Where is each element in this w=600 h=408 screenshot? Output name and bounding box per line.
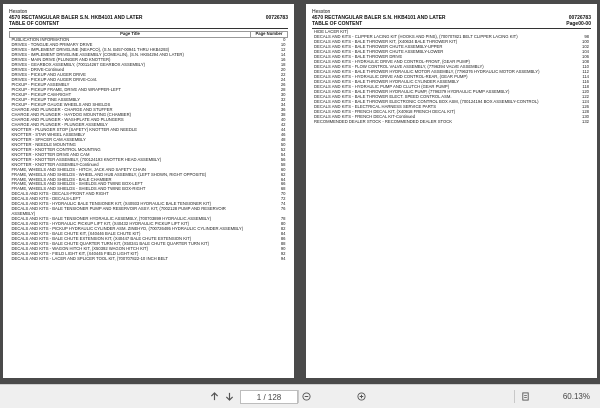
toc-entry-page: 36 [280,106,286,112]
next-page-button[interactable] [223,391,235,402]
header-divider [312,28,591,29]
toc-entry-page: 60 [280,166,286,172]
toc-table-right [312,30,591,124]
brand-label: Hesston [9,9,28,15]
viewer-toolbar [0,384,600,408]
toc-entry-title: FRAME, WHEELS AND SHIELDS - SHIELDS AND TWINE BOX-LEFT [11,181,143,187]
toc-entry-title: DRIVES - TONGUE AND PRIMARY DRIVE [11,42,93,48]
toc-entry-page: 92 [280,250,286,256]
arrow-up-icon [210,392,219,401]
toc-entry-page: 48 [280,136,286,142]
toc-entry-page: 108 [582,59,589,64]
toc-entry-page: 24 [280,77,286,83]
toc-row[interactable] [10,256,288,261]
toc-entry-title: DECALS AND KITS - PICKUP HYDRAULIC CYLINDER ASM. ZINEHYD, (700726495 HYDRAULIC CYLINDER ASSEMBLY) [11,225,244,231]
toc-entry-title: DECALS AND KITS - LACER AND SPLICER TOOL KIT, (700707822-10 INCH BELT [11,255,168,261]
fit-page-button[interactable] [519,391,531,402]
toc-entry-page: 90 [280,245,286,251]
toc-entry-title: DECALS AND KITS - DECALS-FRONT AND RIGHT [11,191,109,197]
fit-page-icon [521,392,530,401]
toc-heading [312,21,591,27]
toc-entry-title: KNOTTER - KNOTTER DRIVE AND CAM [11,151,90,157]
toc-entry-title: DECALS AND KITS - BALE THROWER ELECT. SPEED CONTROL ASM. [314,93,452,99]
toc-table-left [9,31,288,261]
toc-entry-page: 76 [280,206,286,212]
toc-row[interactable] [312,119,591,124]
toc-entry-title: FRAME, WHEELS AND SHIELDS - BALE CHAMBER [11,176,112,182]
toc-entry-page: 20 [280,67,286,73]
document-page-right [306,4,597,378]
toc-entry-page: 132 [582,118,589,124]
toc-entry-title: DECALS AND KITS - BALE CHUTE EXTENSION KIT, (X40447 BALE CHUTE EXTENSION KIT) [11,235,192,241]
toc-entry-title: DECALS AND KITS - BALE THROWER HYDRAULIC MOTOR ASSEMBLY, (7796376 HYDRAULIC MOTOR ASSEMBLY) [314,68,540,74]
toc-entry-page: 106 [582,54,589,60]
toc-entry-page: 122 [582,93,589,99]
toc-entry-title: DECALS AND KITS - BALE THROWER HYDRAULIC PUMP, (7796379 HYDRAULIC PUMP ASSEMBLY) [314,88,510,94]
toc-entry-title: DECALS AND KITS - BALE THROWER HYDRAULIC CYLINDER ASSEMBLY [314,78,460,84]
toc-entry-page: 104 [582,49,589,55]
minus-icon [302,392,311,401]
toc-entry-title: CHARGE AND PLUNGER - PLUNGER ASSEMBLY [11,121,108,127]
toc-entry-page: 40 [280,116,286,122]
toc-entry-title: DECALS AND KITS - HYDRAULIC PUMP AND CLUTCH (GEAR PUMP) [314,83,450,89]
toc-entry-page: 16 [280,57,286,63]
zoom-level[interactable]: 60.13% [562,392,590,401]
toc-entry-title: DECALS AND KITS - CLIPPER LACING KIT (HOOKS AND PINS), (700707821 BELT CLIPPER LACING KIT) [314,34,518,40]
document-id: 00726783 [265,15,288,21]
toc-entry-page: 72 [280,196,286,202]
toc-entry-title: DECALS AND KITS - HYDRAULIC DRIVE AND CONTROL-FRONT, (GEAR PUMP) [314,59,470,64]
toc-entry-page: 78 [280,215,286,221]
toc-entry-page: 46 [280,131,286,137]
toc-entry-title: PICKUP - PICKUP ASSEMBLY [11,82,70,88]
toc-entry-page: 42 [280,121,286,127]
toolbar-divider [514,390,515,403]
toc-entry-title: DECALS AND KITS - BALE THROWER KIT, (X40634 BALE THROWER KIT) [314,39,458,45]
toc-entry-title: KNOTTER - PLUNGER STOP (SAFETY) KNOTTER AND NEEDLE [11,126,137,132]
toc-entry-page: 70 [280,191,286,197]
toc-entry-page: 54 [280,151,286,157]
toc-entry-title: KNOTTER - STAR WHEEL ASSEMBLY [11,131,86,137]
document-id: 00726783 [568,15,591,21]
toc-entry-page: 10 [280,42,286,48]
toc-entry-page: 38 [280,111,286,117]
toc-entry-page: 30 [280,92,286,98]
toc-entry-title: FRAME, WHEELS AND SHIELDS - WHEEL AND HUB ASSEMBLY, (LEFT SHOWN, RIGHT OPPOSITE) [11,171,207,177]
toc-entry-title: FRAME, WHEELS AND SHIELDS - HITCH, JACK AND SAFETY CHAIN [11,166,146,172]
zoom-in-button[interactable] [355,391,367,402]
toc-entry-title: DECALS AND KITS - BALE CHUTE QUARTER TURN KIT, (X50341 BALE CHUTE QUARTER TURN KIT) [11,240,209,246]
toc-entry-page: 116 [582,78,589,84]
toc-entry-title: PICKUP - PICKUP FRAME, DRIVE AND WRAPPER-LEFT [11,87,121,93]
toc-entry-title: DRIVES - IMPLEMENT DRIVELINE ASSEMBLY (COMEALIN), (S.N. HKB4294 AND LATER) [11,52,184,58]
toc-entry-title: DECALS AND KITS - HYDRAULIC BALE TENSIONER KIT, (X40933 HYDRAULIC BALE TENSIONER KIT) [11,201,212,207]
toc-entry-title: DECALS AND KITS - FLOW CONTROL VALVE ASSEMBLY, (7796394 VALVE ASSEMBLY) [314,63,484,69]
previous-page-button[interactable] [208,391,220,402]
toc-entry-title: DECALS AND KITS - BALE TENSIONER HYDRAULIC ASSEMBLY, (700703899 HYDRAULIC ASSEMBLY) [11,215,212,221]
toc-entry-title: DECALS AND KITS - BALE TENSIONER PUMP AND RESERVOIR ASSY. KIT, (7002128 PUMP AND RESERVOIR ASSEMBLY) [11,206,226,216]
header-divider [9,28,288,29]
toc-heading: TABLE OF CONTENT [9,21,60,27]
toc-entry-title: DECALS AND KITS - BALE THROWER CHUTE ASSEMBLY-UPPER [314,44,443,50]
toc-entry-title: KNOTTER - KNOTTER ASSEMBLY, (700124193 KNOTTER HEAD ASSEMBLY) [11,156,162,162]
toc-entry-page: 58 [280,161,286,167]
toc-entry-page: 50 [280,141,286,147]
document-page-left [3,4,294,378]
zoom-out-button[interactable] [300,391,312,402]
toc-entry-page: 114 [582,73,589,79]
toc-entry-title: KNOTTER - SPACER CAM ASSEMBLY [11,136,86,142]
toc-entry-page: 110 [582,63,589,69]
toc-entry-page: 64 [280,176,286,182]
toc-heading-text: TABLE OF CONTENT [312,21,363,27]
toc-entry-title: DECALS AND KITS - BALE CHUTE KIT, (X40446 BALE CHUTE KIT) [11,230,141,236]
page-number-input[interactable]: 1 / 128 [240,390,298,404]
toc-entry-page: 124 [582,98,589,104]
toc-entry-page: 18 [280,62,286,68]
toc-entry-page: 62 [280,171,286,177]
toolbar-divider [298,390,299,403]
toc-entry-title: KNOTTER - NEEDLE MOUNTING [11,141,76,147]
toc-entry-page: 74 [280,201,286,207]
toc-entry-page: 68 [280,186,286,192]
toc-entry-page: 56 [280,156,286,162]
toc-entry-page: 26 [280,82,286,88]
toc-entry-page: 32 [280,97,286,102]
toc-entry-page: 14 [280,52,286,58]
toc-entry-page: 94 [280,255,286,261]
page-reference: Page00-00 [566,21,591,27]
column-header-page-number: Page Number [251,32,288,38]
toc-entry-page: 100 [582,39,589,45]
toc-entry-title: DECALS AND KITS - BALE THROWER ELECTRONIC CONTROL BOX ASM, (700124194 BOX ASSEMBLY-CONTROL) [314,98,539,104]
toc-entry-page: 12 [280,47,286,53]
toc-entry-page: 118 [582,83,589,89]
toc-entry-page: 66 [280,181,286,187]
toc-entry-title: PICKUP - PICKUP CAM-RIGHT [11,92,72,98]
toc-entry-title: KNOTTER - KNOTTER CONTROL MOUNTING [11,146,101,152]
toc-entry-title: PICKUP - PICKUP TINE ASSEMBLY [11,97,81,102]
toc-entry-title: DECALS AND KITS - HYDRAULIC DRIVE AND CONTROL-REAR, (GEAR PUMP) [314,73,468,79]
toc-entry-title: DECALS AND KITS - BALE THROWER DRIVE [314,54,403,60]
toc-entry-page: 112 [582,68,589,74]
toc-entry-page: 44 [280,126,286,132]
toc-entry-title: DRIVES - DRIVE-Continued [11,67,65,73]
toc-entry-page: 120 [582,88,589,94]
toc-entry-page: 82 [280,225,286,231]
toc-entry-title: PUBLICATION INFORMATION [11,37,70,43]
toc-entry-title: DRIVES - PICKUP AND AUGER DRIVE [11,72,86,78]
toc-entry-title: DECALS AND KITS - FRENCH DECAL KIT, (X40918 FRENCH DECAL KIT) [314,108,456,114]
document-title-text: 4570 RECTANGULAR BALER S.N. HKB4101 AND LATER [9,15,143,21]
toc-entry-title: DECALS AND KITS - FIELD LIGHT KIT, (X40445 FIELD LIGHT KIT) [11,250,139,256]
toc-entry-title: HIDE LACER KIT) [314,29,349,35]
toc-entry-title: DECALS AND KITS - WAGON HITCH KIT, (X50392 WAGON HITCH KIT) [11,245,149,251]
toc-entry-page: 28 [280,87,286,93]
toc-entry-page: 52 [280,146,286,152]
brand-label: Hesston [312,9,331,15]
toc-entry-page: 86 [280,235,286,241]
toc-entry-title: DECALS AND KITS - FRENCH DECAL KIT-Continued [314,113,416,119]
toc-entry-page: 102 [582,44,589,50]
document-title-text: 4570 RECTANGULAR BALER S.N. HKB4101 AND LATER [312,15,446,21]
toc-entry-page: 88 [280,240,286,246]
column-header-page-title: Page Title [10,32,251,38]
toc-entry-title: DRIVES - GEARBOX ASSEMBLY, (700114267 GEARBOX ASSEMBLY) [11,62,146,68]
toc-entry-page: 84 [280,230,286,236]
plus-icon [357,392,366,401]
toc-entry-title: CHARGE AND PLUNGER - HAYDOG MOUNTING (CHAMBER) [11,111,132,117]
toc-entry-page: 22 [280,72,286,78]
toc-entry-title: PICKUP - PICKUP GAUGE WHEELS AND SHIELDS [11,101,111,107]
toc-entry-page: 128 [582,108,589,114]
toc-entry-title: DRIVES - IMPLEMENT DRIVELINE (NEAPCO), (S.N. B457-00941 THRU HKB4293) [11,47,170,53]
toc-entry-title: DRIVES - PICKUP AND AUGER DRIVE-Cont. [11,77,98,83]
toc-entry-title: DRIVES - MAIN DRIVE (PLUNGER AND KNOTTER) [11,57,111,63]
toc-entry-title: KNOTTER - KNOTTER ASSEMBLY-Continued [11,161,99,167]
toc-entry-title: DECALS AND KITS - DECALS-LEFT [11,196,81,202]
toc-entry-title: FRAME, WHEELS AND SHIELDS - SHIELDS AND TWINE BOX-RIGHT [11,186,146,192]
toc-entry-page: 0 [283,37,286,43]
toc-entry-title: DECALS AND KITS - HYDRAULIC PICKUP LIFT KIT, (X40432 HYDRAULIC PICKUP LIFT KIT) [11,220,189,226]
toc-entry-page: 80 [280,220,286,226]
toc-entry-page: 130 [582,113,589,119]
toc-entry-page: 34 [280,101,286,107]
arrow-down-icon [225,392,234,401]
toc-entry-page: 98 [584,34,589,40]
toc-entry-page: 126 [582,103,589,109]
toc-entry-title: DECALS AND KITS - ELECTRICAL HARNESS SERVICE PARTS [314,103,437,109]
toc-entry-title: DECALS AND KITS - BALE THROWER CHUTE ASSEMBLY-LOWER [314,49,444,55]
toc-entry-title: RECOMMENDED DEALER STOCK - RECOMMENDED DEALER STOCK [314,118,453,124]
toc-entry-title: CHARGE AND PLUNGER - WASHPLATE AND PLUNGERS [11,116,124,122]
toc-entry-title: CHARGE AND PLUNGER - CHARGE AND STUFFER [11,106,113,112]
